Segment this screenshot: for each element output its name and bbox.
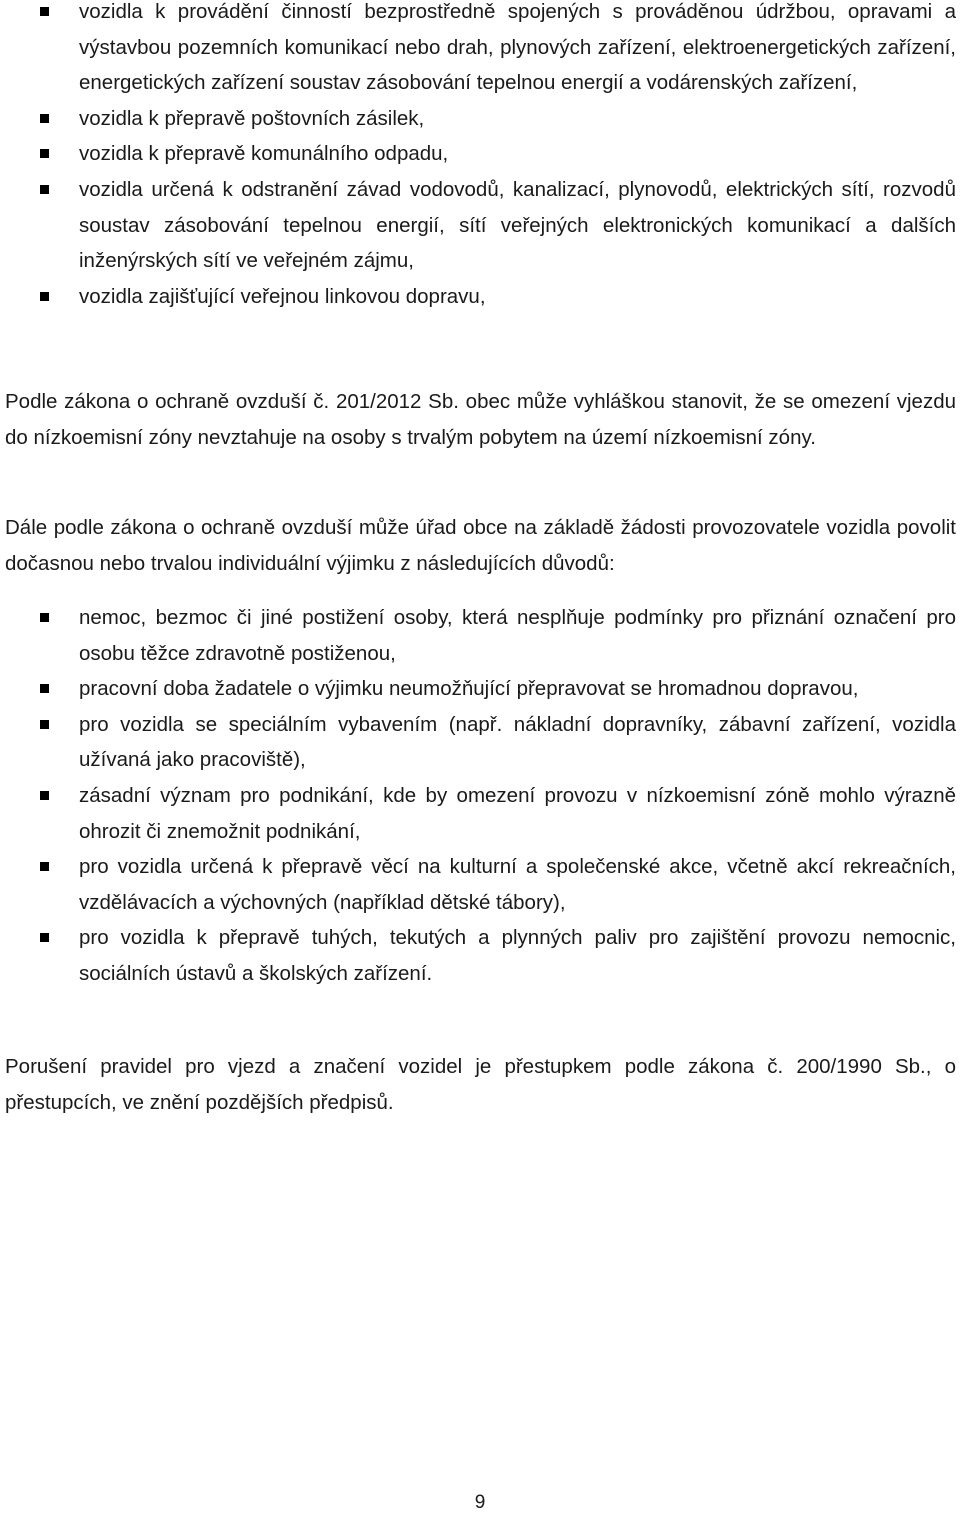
list-item bbox=[0, 101, 960, 137]
residents-exemption-paragraph: Podle zákona o ochraně ovzduší č. 201/2012 Sb. obec může vyhláškou stanovit, že se omezení vjezdu do nízkoemisní zóny nevztahuje na osoby s trvalým pobytem na území nízkoemisní zóny. bbox=[5, 390, 956, 449]
list-item bbox=[0, 671, 960, 707]
square-bullet-icon bbox=[40, 149, 49, 158]
list-item bbox=[0, 600, 960, 671]
square-bullet-icon bbox=[40, 862, 49, 871]
square-bullet-icon bbox=[40, 791, 49, 800]
list-item-text: nemoc, bezmoc či jiné postižení osoby, která nesplňuje podmínky pro přiznání označení pro osobu těžce zdravotně postiženou, bbox=[79, 606, 956, 665]
list-item-text: pro vozidla se speciálním vybavením (např. nákladní dopravníky, zábavní zařízení, vozidla užívaná jako pracoviště), bbox=[79, 712, 956, 772]
list-item bbox=[0, 849, 960, 920]
list-item-text: vozidla určená k odstranění závad vodovodů, kanalizací, plynovodů, elektrických sítí, rozvodů soustav zásobování tepelnou energií, sítí veřejných elektronických komunikací a dalších inženýrských sítí ve veřejném zájmu, bbox=[79, 177, 956, 273]
square-bullet-icon bbox=[40, 933, 49, 942]
individual-exemption-paragraph: Dále podle zákona o ochraně ovzduší může úřad obce na základě žádosti provozovatele vozidla povolit dočasnou nebo trvalou individuální výjimku z následujících důvodů: bbox=[5, 516, 956, 575]
square-bullet-icon bbox=[40, 684, 49, 693]
list-item bbox=[0, 778, 960, 849]
list-item bbox=[0, 920, 960, 991]
list-item-text: zásadní význam pro podnikání, kde by omezení provozu v nízkoemisní zóně mohlo výrazně ohrozit či znemožnit podnikání, bbox=[79, 783, 956, 843]
page-number: 9 bbox=[474, 1492, 486, 1513]
list-item bbox=[0, 0, 960, 101]
list-item-text: vozidla k přepravě poštovních zásilek, bbox=[79, 106, 425, 130]
list-item-text: vozidla k provádění činností bezprostředně spojených s prováděnou údržbou, opravami a výstavbou pozemních komunikací nebo drah, plynových zařízení, elektroenergetických zařízení, energetických zařízení soustav zásobování tepelnou energií a vodárenských zařízení, bbox=[79, 0, 956, 95]
exemption-reasons-list bbox=[0, 600, 960, 992]
list-item bbox=[0, 707, 960, 778]
list-item-text: pracovní doba žadatele o výjimku neumožňující přepravovat se hromadnou dopravou, bbox=[79, 677, 859, 701]
list-item-text: vozidla k přepravě komunálního odpadu, bbox=[79, 142, 449, 166]
list-item bbox=[0, 136, 960, 172]
square-bullet-icon bbox=[40, 720, 49, 729]
square-bullet-icon bbox=[40, 613, 49, 622]
square-bullet-icon bbox=[40, 7, 49, 16]
list-item-text: pro vozidla určená k přepravě věcí na kulturní a společenské akce, včetně akcí rekreačních, vzdělávacích a výchovných (například dětské tábory), bbox=[79, 855, 956, 914]
exemption-vehicle-list bbox=[0, 0, 960, 314]
list-item bbox=[0, 279, 960, 315]
square-bullet-icon bbox=[40, 292, 49, 301]
square-bullet-icon bbox=[40, 185, 49, 194]
violation-paragraph: Porušení pravidel pro vjezd a značení vozidel je přestupkem podle zákona č. 200/1990 Sb., o přestupcích, ve znění pozdějších předpisů. bbox=[5, 1055, 956, 1114]
square-bullet-icon bbox=[40, 114, 49, 123]
list-item-text: vozidla zajišťující veřejnou linkovou dopravu, bbox=[79, 284, 486, 308]
list-item-text: pro vozidla k přepravě tuhých, tekutých a plynných paliv pro zajištění provozu nemocnic, sociálních ústavů a školských zařízení. bbox=[79, 926, 956, 985]
list-item bbox=[0, 172, 960, 279]
